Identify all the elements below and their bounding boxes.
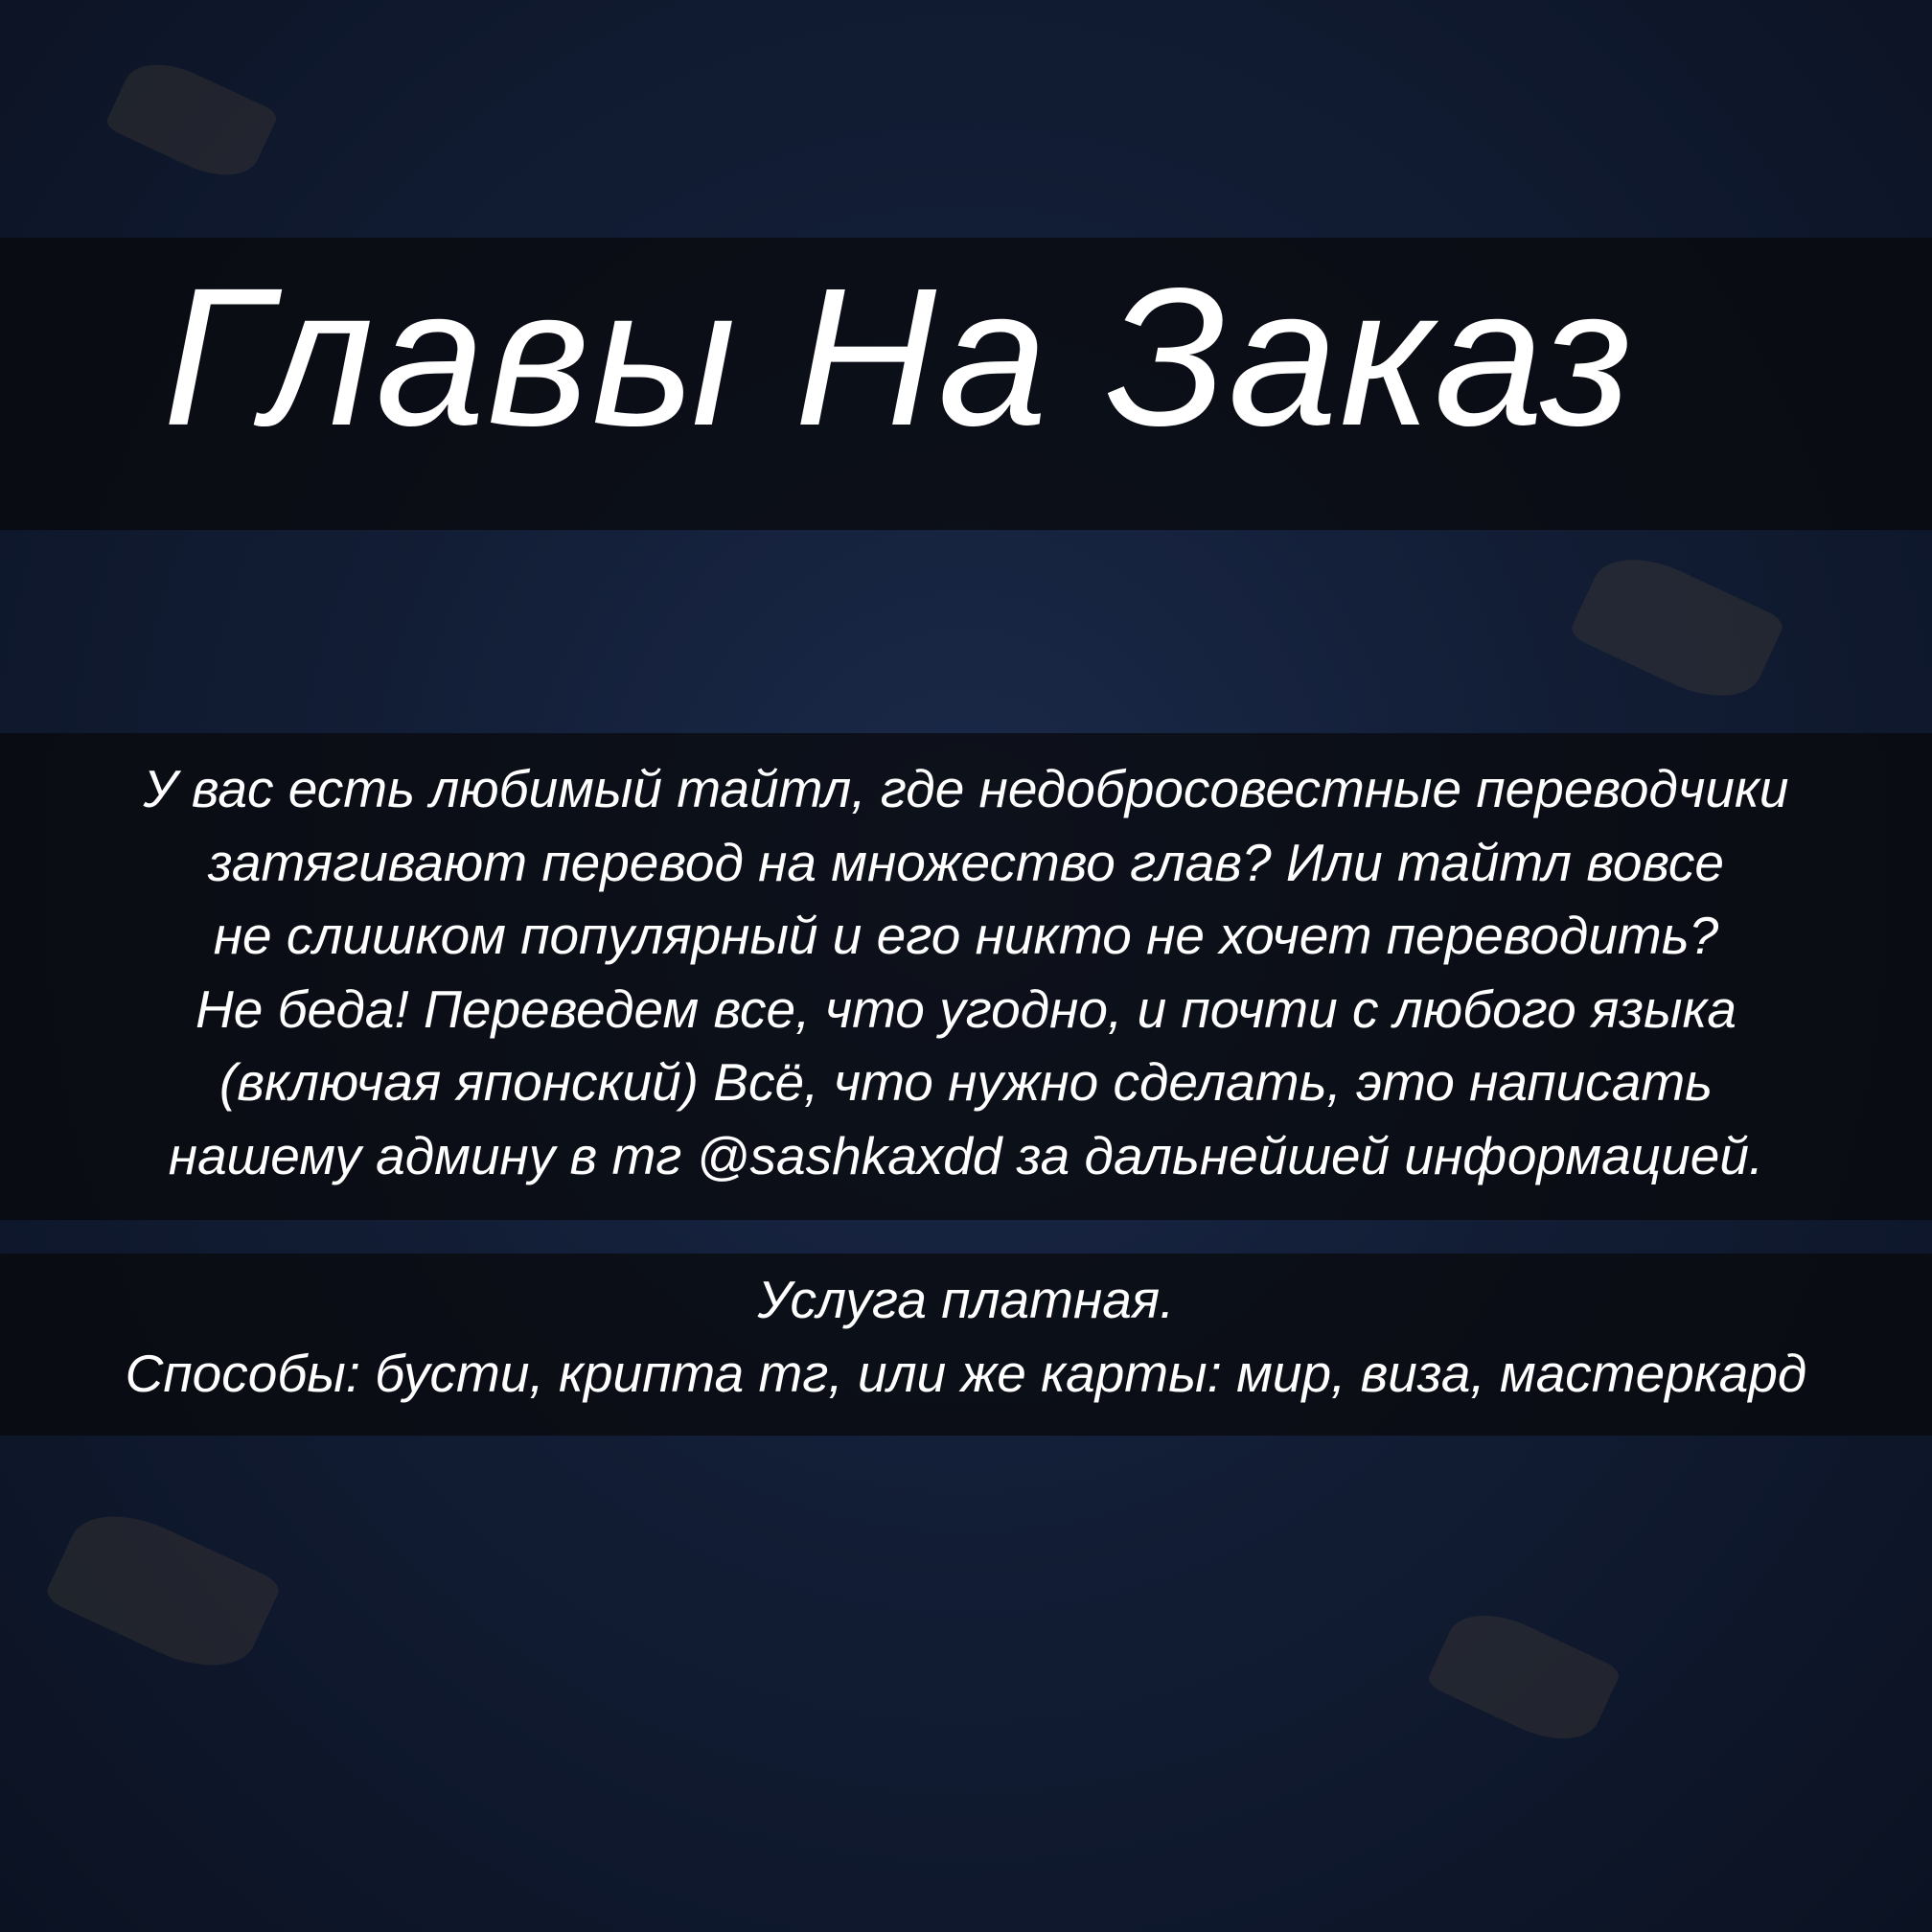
description-line: нашему админу в тг @sashkaxdd за дальнейшей информацией.: [168, 1125, 1764, 1185]
description-line: У вас есть любимый тайтл, где недобросовестные переводчики: [143, 759, 1789, 818]
description-line: затягивают перевод на множество глав? Или тайтл вовсе: [207, 832, 1725, 892]
background-decoration: [104, 48, 279, 191]
description-line: не слишком популярный и его никто не хочет переводить?: [213, 906, 1719, 965]
background-decoration: [43, 1494, 283, 1688]
background-decoration: [1425, 1598, 1622, 1758]
payment-line: Способы: бусти, крипта тг, или же карты: мир, виза, мастеркард: [125, 1343, 1807, 1403]
payment-line: Услуга платная.: [757, 1270, 1175, 1329]
description-line: Не беда! Переведем все, что угодно, и почти с любого языка: [195, 978, 1737, 1039]
description-line: (включая японский) Всё, что нужно сделать, это написать: [218, 1052, 1714, 1112]
page-title: Главы На Заказ: [163, 247, 1635, 467]
description-text: [0, 752, 1932, 1192]
background-decoration: [1568, 540, 1786, 716]
payment-text: [0, 1263, 1932, 1410]
